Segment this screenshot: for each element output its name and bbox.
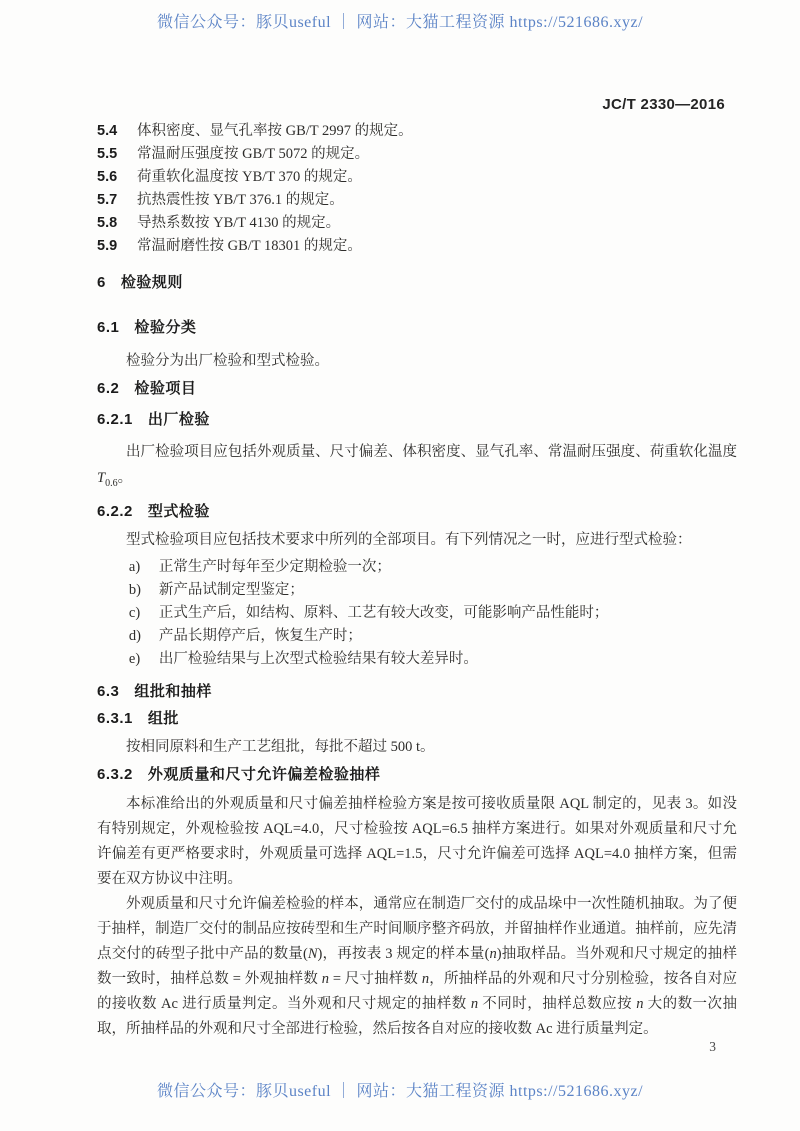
para-6-2-1: 出厂检验项目应包括外观质量、尺寸偏差、体积密度、显气孔率、常温耐压强度、荷重软化温度 $T_{0.6}$。 [97,444,737,489]
list-item-label: a) [128,558,141,575]
clause-text: 荷重软化温度按 YB/T 370 的规定。 [137,169,362,185]
heading-title: 检验规则 [120,274,183,291]
clause-5-method-list [97,120,737,258]
heading-6-1 [97,317,737,339]
list-item-text: 出厂检验结果与上次型式检验结果有较大差异时。 [158,650,478,667]
list-item-label: b) [128,581,141,598]
list-item-text: 正常生产时每年至少定期检验一次； [158,558,391,575]
heading-number: 6.2.2 [97,502,133,520]
heading-6-2-2 [97,501,737,523]
list-item [129,625,737,648]
list-item [129,648,737,671]
list-item [129,602,737,625]
heading-title: 出厂检验 [147,411,210,428]
clause-item [97,143,737,166]
heading-number: 6.3 [97,682,120,700]
clause-text: 导热系数按 YB/T 4130 的规定。 [137,215,341,231]
clause-number: 5.6 [97,169,118,185]
clause-item [97,166,737,189]
standard-number: JC/T 2330—2016 [602,96,725,113]
heading-number: 6.2 [97,380,120,397]
para-6-3-1: 按相同原料和生产工艺组批，每批不超过 500 t。 [126,738,435,755]
para-6-3-2-sampling: 外观质量和尺寸允许偏差检验的样本，通常应在制造厂交付的成品垛中一次性随机抽取。为了便于抽样，制造厂交付的制品应按砖型和生产时间顺序整齐码放，并留抽样作业通道。抽样前，应先清点交付的砖型子批中产品的数量(N)，再按表 3 规定的样本量(n)抽取样品。当外观和尺寸规定的抽样数一致时，抽样总数 = 外观抽样数 n = 尺寸抽样数 n，所抽样品的外观和尺寸分别检验，按各自对应的接收数 Ac 进行质量判定。当外观和尺寸规定的抽样数 n 不同时，抽样总数应按 n 大的数一次抽取，所抽样品的外观和尺寸全部进行检验，然后按各自对应的接收数 Ac 进行质量判定。 [97,895,738,1037]
heading-6-2-1 [97,409,737,431]
clause-item [97,120,737,143]
heading-title: 检验项目 [134,380,197,397]
heading-number: 6.3.1 [97,709,133,727]
list-item-text: 新产品试制定型鉴定； [158,581,304,598]
clause-text: 抗热震性按 YB/T 376.1 的规定。 [137,192,344,208]
heading-number: 6 [97,274,106,291]
heading-6-2 [97,378,737,400]
clause-item [97,189,737,212]
list-item-text: 正式生产后，如结构、原料、工艺有较大改变，可能影响产品性能时； [158,604,609,621]
heading-title: 检验分类 [134,319,197,336]
clause-number: 5.7 [97,192,118,208]
heading-number: 6.1 [97,319,120,336]
heading-title: 组批 [147,709,179,727]
clause-text: 体积密度、显气孔率按 GB/T 2997 的规定。 [137,123,413,139]
clause-number: 5.4 [97,123,118,139]
heading-6-3 [97,681,737,703]
heading-6-3-1 [97,708,737,730]
clause-number: 5.8 [97,215,118,231]
footer-watermark: 微信公众号：豚贝useful ｜ 网站：大猫工程资源 https://521686.xyz/ [156,1083,644,1100]
list-item-label: d) [128,627,141,644]
page-number: 3 [709,1039,716,1054]
clause-number: 5.5 [97,146,118,162]
heading-number: 6.2.1 [97,411,133,428]
heading-number: 6.3.2 [97,765,133,783]
header-watermark: 微信公众号：豚贝useful ｜ 网站：大猫工程资源 https://521686.xyz/ [156,14,644,31]
heading-title: 外观质量和尺寸允许偏差检验抽样 [147,765,381,783]
page-content [97,120,737,1042]
list-item [129,579,737,602]
clause-item [97,235,737,258]
clause-text: 常温耐压强度按 GB/T 5072 的规定。 [137,146,370,162]
clause-number: 5.9 [97,238,118,254]
list-item-label: e) [128,650,141,667]
para-6-3-2-aql: 本标准给出的外观质量和尺寸偏差抽样检验方案是按可接收质量限 AQL 制定的，见表 3。如没有特别规定，外观检验按 AQL=4.0，尺寸检验按 AQL=6.5 抽样方案进行。如果对外观质量和尺寸允许偏差有更严格要求时，外观质量可选择 AQL=1.5，尺寸允许偏差可选择 AQL=4.0 抽样方案，但需要在双方协议中注明。 [97,795,737,887]
type-test-condition-list [97,556,737,671]
clause-item [97,212,737,235]
list-item-label: c) [128,604,141,621]
clause-text: 常温耐磨性按 GB/T 18301 的规定。 [137,238,362,254]
para-6-2-2: 型式检验项目应包括技术要求中所列的全部项目。有下列情况之一时，应进行型式检验： [126,531,692,548]
heading-6-3-2 [97,764,737,786]
list-item-text: 产品长期停产后，恢复生产时； [158,627,362,644]
heading-title: 型式检验 [147,502,210,520]
para-6-1: 检验分为出厂检验和型式检验。 [126,353,329,369]
heading-title: 组批和抽样 [134,682,212,700]
list-item [129,556,737,579]
heading-6 [97,272,737,294]
